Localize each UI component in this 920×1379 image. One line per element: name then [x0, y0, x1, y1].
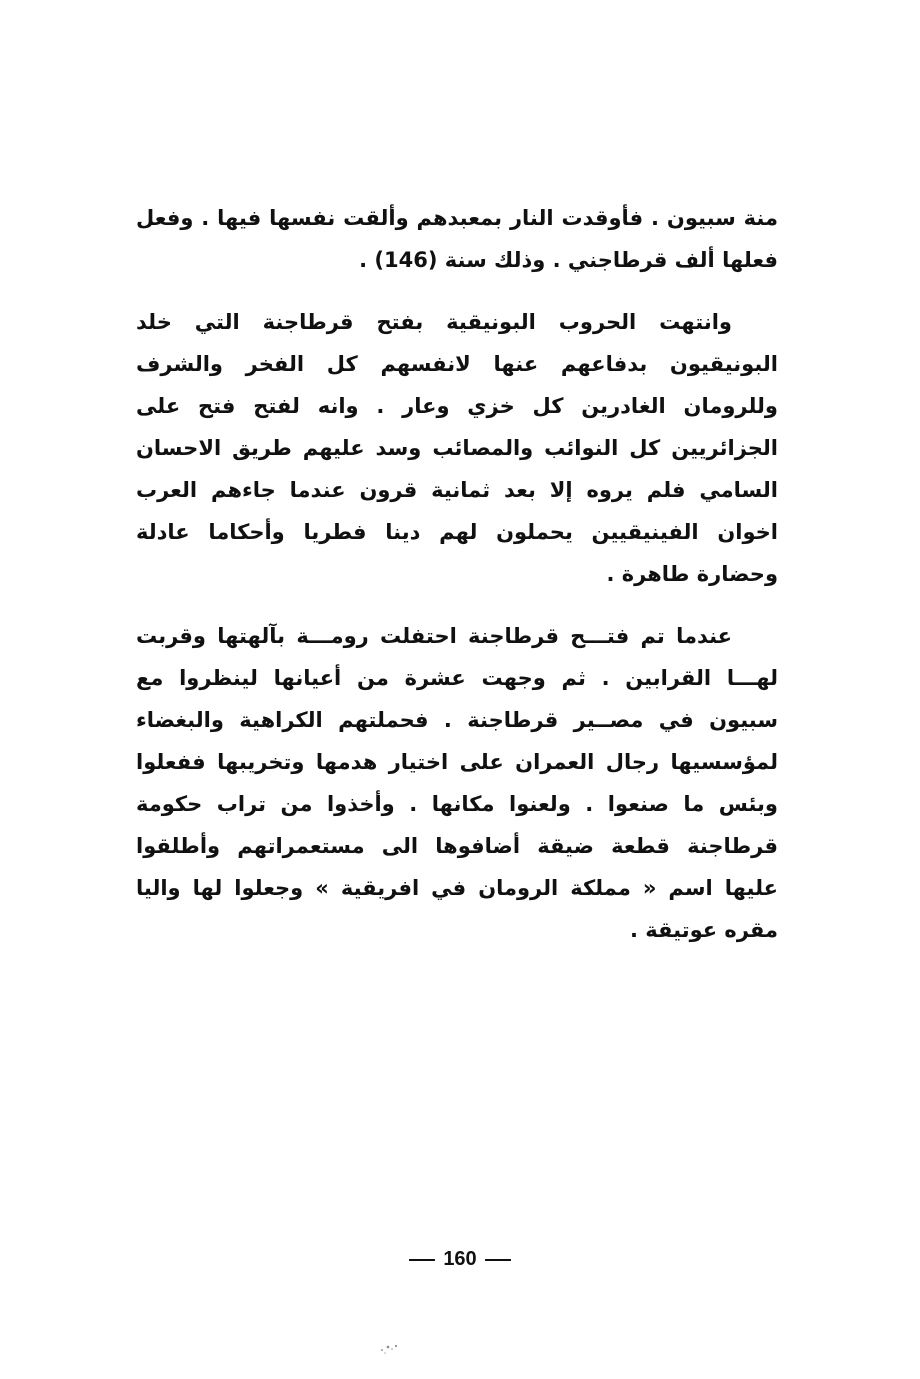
body-text	[136, 197, 778, 951]
paragraph-2: وانتهت الحروب البونيقية بفتح قرطاجنة التي خلد البونيقيون بدفاعهم عنها لانفسهم كل الفخر والشرف وللرومان الغادرين كل خزي وعار . وانه لفتح فتح على الجزائريين كل النوائب والمصائب وسد عليهم طريق الاحسان السامي فلم يروه إلا بعد ثمانية قرون عندما جاءهم العرب اخوان الفينيقيين يحملون لهم دينا فطريا وأحكاما عادلة وحضارة طاهرة .	[136, 310, 778, 586]
left-dash	[409, 1259, 435, 1261]
paragraph-1: منة سبيون . فأوقدت النار بمعبدهم وألقت نفسها فيها . وفعل فعلها ألف قرطاجني . وذلك سنة (146) .	[136, 206, 778, 272]
paragraph-3: عندما تم فتـــح قرطاجنة احتفلت رومـــة بآلهتها وقربت لهـــا القرابين . ثم وجهت عشرة من أعيانها لينظروا مع سبيون في مصــير قرطاجنة . فحملتهم الكراهية والبغضاء لمؤسسيها رجال العمران على اختيار هدمها وتخريبها ففعلوا وبئس ما صنعوا . ولعنوا مكانها . وأخذوا من تراب حكومة قرطاجنة قطعة ضيقة أضافوها الى مستعمراتهم وأطلقوا عليها اسم « مملكة الرومان في افريقية » وجعلوا لها واليا مقره عوتيقة .	[136, 624, 778, 942]
scan-speck-mark	[372, 1340, 412, 1358]
page-number: 160	[443, 1248, 477, 1270]
right-dash	[485, 1259, 511, 1261]
page-footer	[0, 1248, 920, 1271]
